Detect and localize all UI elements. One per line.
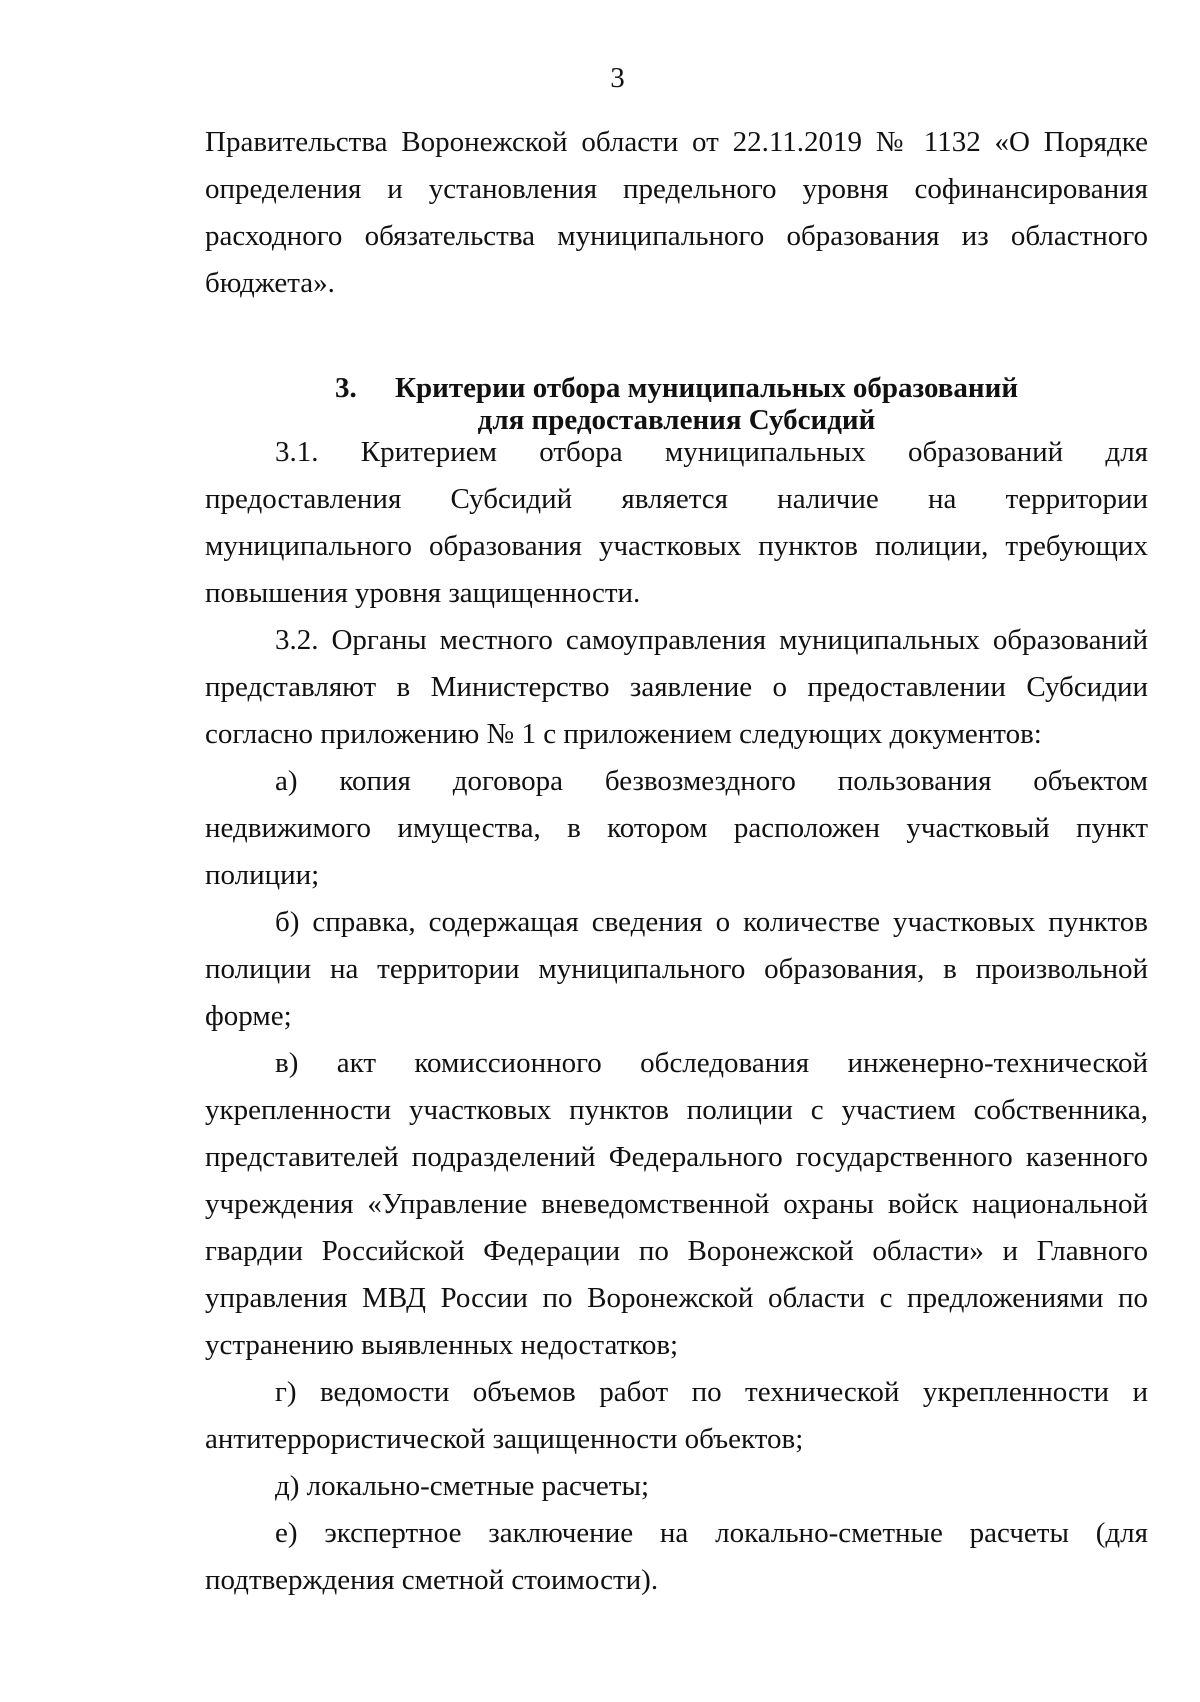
- list-item-d: д) локально-сметные расчеты;: [275, 1470, 650, 1502]
- section-title-line1: Критерии отбора муниципальных образований: [394, 372, 1019, 404]
- list-item-g: г) ведомости объемов работ по технической укрепленности и антитеррористической защищенности объектов;: [205, 1376, 1148, 1455]
- list-item-e: е) экспертное заключение на локально-сметные расчеты (для подтверждения сметной стоимости).: [205, 1517, 1148, 1596]
- paragraph-3-2: 3.2. Органы местного самоуправления муниципальных образований представляют в Министерство заявление о предоставлении Субсидии согласно приложению № 1 с приложением следующих документов:: [205, 624, 1148, 750]
- section-heading-line1: [205, 372, 1148, 404]
- section-title-line2: для предоставления Субсидий: [477, 404, 876, 436]
- intro-block: [205, 119, 1148, 307]
- list-item-b: б) справка, содержащая сведения о количестве участковых пунктов полиции на территории муниципального образования, в произвольной форме;: [205, 906, 1148, 1032]
- paragraph-3-1: 3.1. Критерием отбора муниципальных образований для предоставления Субсидий является наличие на территории муниципального образования участковых пунктов полиции, требующих повышения уровня защищенности.: [205, 436, 1148, 609]
- section-body: [205, 429, 1148, 1604]
- intro-paragraph: Правительства Воронежской области от 22.11.2019 № 1132 «О Порядке определения и установления предельного уровня софинансирования расходного обязательства муниципального образования из областного бюджета».: [205, 126, 1148, 299]
- list-item-a: а) копия договора безвозмездного пользования объектом недвижимого имущества, в котором расположен участковый пункт полиции;: [205, 765, 1148, 891]
- section-number: 3.: [334, 372, 357, 404]
- page-number: 3: [610, 62, 625, 94]
- section-heading: [205, 372, 1148, 436]
- list-item-v: в) акт комиссионного обследования инженерно-технической укрепленности участковых пунктов полиции с участием собственника, представителей подразделений Федерального государственного казенного учреждения «Управление вневедомственной охраны войск национальной гвардии Российской Федерации по Воронежской области» и Главного управления МВД России по Воронежской области с предложениями по устранению выявленных недостатков;: [205, 1047, 1148, 1361]
